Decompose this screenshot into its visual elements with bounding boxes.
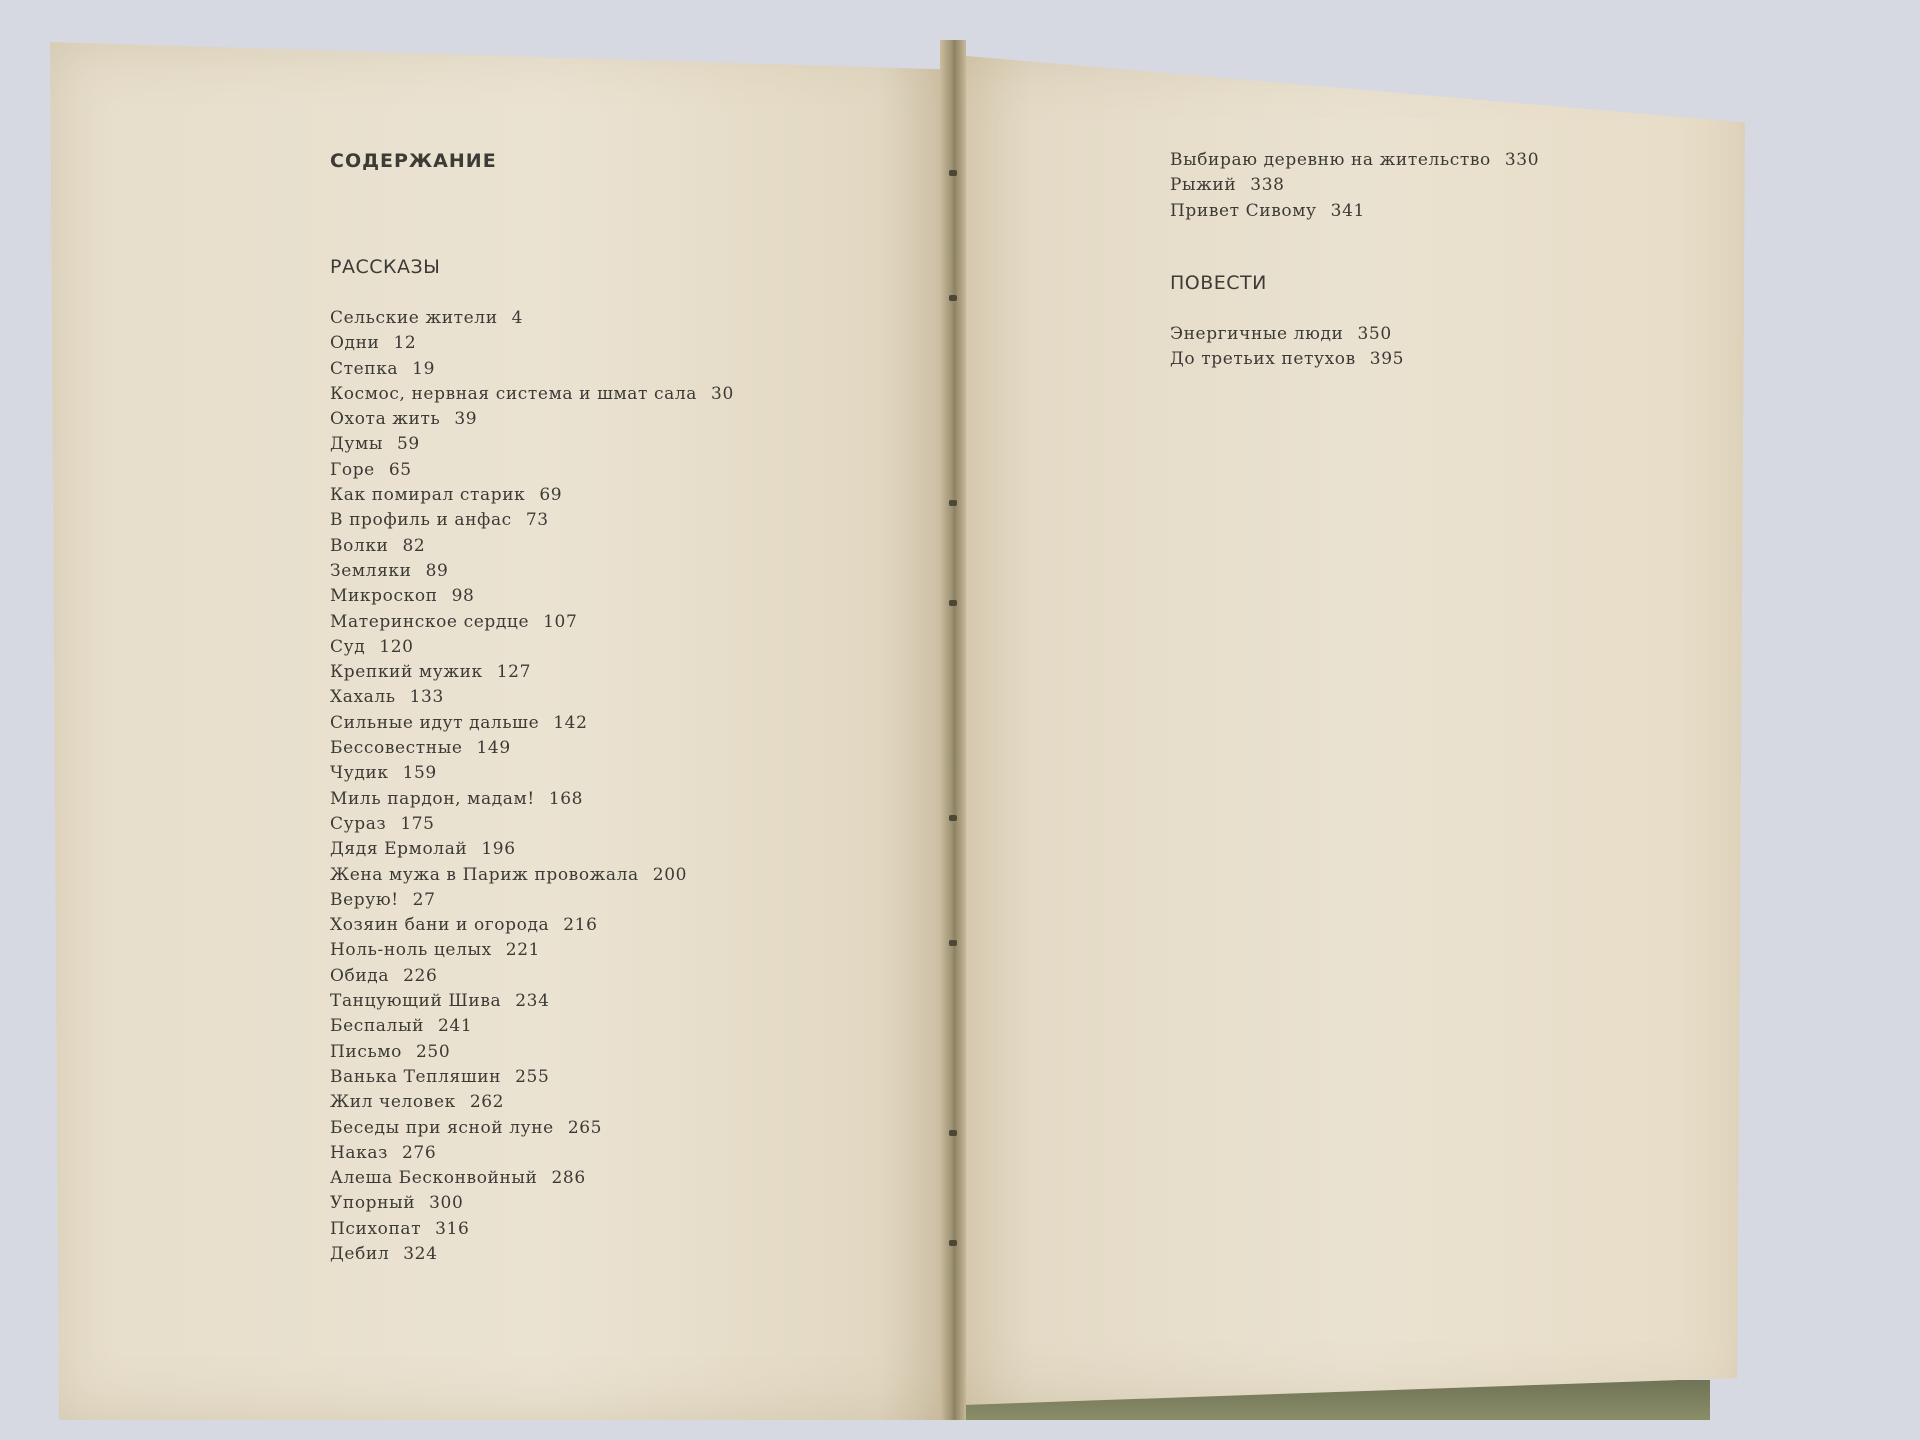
toc-entry-page-number: 255 — [515, 1066, 550, 1087]
toc-entry-page-number: 107 — [543, 611, 578, 632]
toc-entry — [330, 584, 734, 609]
toc-entry-page-number: 19 — [412, 358, 436, 379]
toc-entry — [330, 306, 734, 331]
toc-entry — [330, 812, 734, 837]
toc-entry-title: Ноль-ноль целых — [330, 940, 492, 961]
toc-entry-title: Дядя Ермолай — [330, 839, 468, 860]
toc-entry-title: Сельские жители — [330, 308, 498, 328]
toc-entry — [330, 660, 734, 685]
toc-entry-title: Волки — [330, 535, 389, 556]
toc-entry — [330, 458, 734, 483]
binding-stitch — [949, 295, 957, 301]
toc-entry — [330, 382, 734, 407]
toc-entry — [330, 938, 734, 963]
toc-entry-title: Сильные идут дальше — [330, 712, 540, 733]
toc-entry-title: Горе — [330, 459, 375, 480]
section-heading-stories: РАССКАЗЫ — [330, 256, 441, 278]
toc-entry — [330, 534, 734, 559]
toc-entry — [330, 1116, 734, 1141]
toc-entry-page-number: 82 — [402, 535, 426, 556]
binding-stitch — [949, 1240, 957, 1246]
toc-entry-page-number: 234 — [515, 991, 550, 1012]
toc-entry-title: Земляки — [330, 560, 412, 581]
binding-stitch — [949, 500, 957, 506]
toc-entry-page-number: 65 — [388, 459, 412, 480]
toc-entry-page-number: 73 — [525, 510, 549, 531]
toc-entry-page-number: 142 — [553, 712, 588, 733]
toc-entry-page-number: 120 — [379, 636, 414, 657]
toc-entry-page-number: 149 — [476, 738, 511, 759]
toc-entry-title: Выбираю деревню на жительство — [1170, 150, 1491, 170]
toc-entry-page-number: 168 — [548, 788, 584, 809]
toc-entry — [330, 1090, 734, 1115]
toc-entry-title: Бессовестные — [330, 738, 463, 759]
toc-entry — [330, 508, 734, 533]
toc-entry-page-number: 286 — [551, 1168, 586, 1189]
toc-entry-title: Крепкий мужик — [330, 662, 483, 683]
stories-list-continued — [1170, 148, 1539, 224]
toc-entry-title: Одни — [330, 333, 380, 354]
binding-stitch — [949, 1130, 957, 1136]
toc-entry-title: Хозяин бани и огорода — [330, 915, 550, 936]
section-heading-novellas: ПОВЕСТИ — [1170, 271, 1267, 294]
binding-stitch — [949, 170, 957, 176]
toc-entry-title: Упорный — [330, 1193, 416, 1214]
toc-entry — [330, 761, 734, 786]
toc-entry-title: Как помирал старик — [330, 485, 526, 506]
toc-entry-page-number: 338 — [1250, 175, 1285, 196]
toc-entry-title: Микроскоп — [330, 586, 438, 607]
toc-entry-page-number: 127 — [496, 662, 531, 683]
toc-entry — [330, 1014, 734, 1039]
toc-entry-title: В профиль и анфас — [330, 510, 512, 531]
toc-entry-title: Хахаль — [330, 687, 396, 708]
toc-entry-page-number: 216 — [563, 915, 598, 936]
toc-entry — [330, 964, 734, 989]
toc-entry-title: Степка — [330, 358, 399, 379]
toc-entry-page-number: 175 — [400, 813, 435, 834]
toc-entry — [330, 357, 734, 382]
toc-entry-title: Жена мужа в Париж провожала — [330, 864, 639, 885]
toc-entry-page-number: 226 — [403, 965, 438, 986]
toc-entry — [330, 913, 734, 938]
binding-stitch — [949, 815, 957, 821]
toc-entry-page-number: 262 — [469, 1092, 505, 1113]
toc-entry — [1170, 347, 1539, 372]
toc-entry-page-number: 69 — [539, 485, 563, 506]
toc-entry-title: Привет Сивому — [1170, 200, 1317, 221]
toc-entry-page-number: 341 — [1330, 200, 1365, 221]
toc-entry-title: Охота жить — [330, 409, 441, 430]
toc-entry-page-number: 221 — [505, 940, 541, 961]
contents-title: СОДЕРЖАНИЕ — [330, 150, 497, 172]
toc-entry — [330, 331, 734, 356]
toc-entry-page-number: 330 — [1504, 150, 1540, 170]
toc-entry-page-number: 300 — [429, 1193, 464, 1214]
toc-entry-title: Беседы при ясной луне — [330, 1117, 554, 1138]
toc-entry — [330, 483, 734, 508]
toc-entry-title: Думы — [330, 434, 383, 455]
toc-entry-page-number: 250 — [416, 1041, 451, 1062]
toc-entry-page-number: 98 — [451, 586, 475, 607]
toc-entry-title: Рыжий — [1170, 175, 1237, 196]
toc-entry-title: До третьих петухов — [1170, 349, 1356, 370]
toc-entry-page-number: 316 — [435, 1218, 470, 1239]
toc-entry-title: Письмо — [330, 1041, 402, 1062]
toc-entry-title: Материнское сердце — [330, 611, 530, 632]
toc-entry — [330, 711, 734, 736]
toc-entry — [330, 559, 734, 584]
toc-entry-page-number: 4 — [511, 308, 524, 328]
toc-entry-page-number: 30 — [711, 383, 734, 404]
toc-entry-title: Ванька Тепляшин — [330, 1066, 502, 1087]
toc-entry-title: Миль пардон, мадам! — [330, 788, 535, 809]
toc-entry-page-number: 89 — [425, 560, 449, 581]
toc-entry — [330, 787, 734, 812]
toc-entry-title: Психопат — [330, 1218, 422, 1239]
toc-entry-title: Жил человек — [330, 1092, 456, 1113]
toc-entry — [330, 888, 734, 913]
toc-entry-page-number: 395 — [1369, 349, 1405, 370]
toc-entry — [330, 407, 734, 432]
toc-entry-page-number: 12 — [393, 333, 417, 354]
toc-entry — [1170, 322, 1539, 347]
toc-entry — [330, 1141, 734, 1166]
table-of-contents-left — [330, 150, 734, 1267]
toc-entry-title: Суд — [330, 636, 366, 657]
toc-entry-title: Сураз — [330, 813, 387, 834]
toc-entry — [1170, 173, 1539, 198]
book-spine — [940, 40, 966, 1420]
toc-entry-page-number: 133 — [409, 687, 444, 708]
table-of-contents-right — [1170, 148, 1539, 372]
toc-entry-page-number: 27 — [412, 889, 436, 910]
toc-entry — [330, 1217, 734, 1242]
toc-entry — [330, 837, 734, 862]
toc-entry-page-number: 324 — [403, 1243, 438, 1264]
toc-entry-page-number: 39 — [454, 409, 478, 430]
novellas-list — [1170, 322, 1539, 373]
toc-entry — [330, 1166, 734, 1191]
toc-entry-page-number: 350 — [1357, 323, 1392, 344]
binding-stitch — [949, 600, 957, 606]
toc-entry-page-number: 196 — [481, 839, 516, 860]
toc-entry — [330, 736, 734, 761]
toc-entry — [330, 635, 734, 660]
toc-entry-title: Обида — [330, 965, 390, 986]
binding-stitch — [949, 940, 957, 946]
toc-entry-page-number: 200 — [652, 864, 688, 885]
toc-entry-title: Энергичные люди — [1170, 323, 1344, 344]
toc-entry — [330, 989, 734, 1014]
toc-entry — [330, 1065, 734, 1090]
toc-entry — [330, 685, 734, 710]
toc-entry-title: Алеша Бесконвойный — [330, 1168, 538, 1189]
toc-entry-page-number: 241 — [438, 1016, 473, 1037]
toc-entry-title: Космос, нервная система и шмат сала — [330, 383, 698, 404]
toc-entry-page-number: 59 — [396, 434, 420, 455]
toc-entry — [330, 1191, 734, 1216]
toc-entry-title: Наказ — [330, 1142, 388, 1163]
toc-entry-page-number: 276 — [402, 1142, 437, 1163]
toc-entry-page-number: 159 — [402, 763, 437, 784]
toc-entry-title: Чудик — [330, 763, 389, 784]
toc-entry — [330, 610, 734, 635]
toc-entry — [1170, 148, 1539, 173]
toc-entry — [1170, 199, 1539, 224]
toc-entry — [330, 1242, 734, 1267]
toc-entry-title: Танцующий Шива — [330, 991, 502, 1012]
toc-entry — [330, 1040, 734, 1065]
toc-entry-title: Верую! — [330, 889, 399, 910]
toc-entry — [330, 432, 734, 457]
toc-entry-page-number: 265 — [567, 1117, 603, 1138]
stories-list — [330, 306, 734, 1267]
toc-entry-title: Беспалый — [330, 1016, 425, 1037]
toc-entry — [330, 863, 734, 888]
toc-entry-title: Дебил — [330, 1243, 390, 1264]
